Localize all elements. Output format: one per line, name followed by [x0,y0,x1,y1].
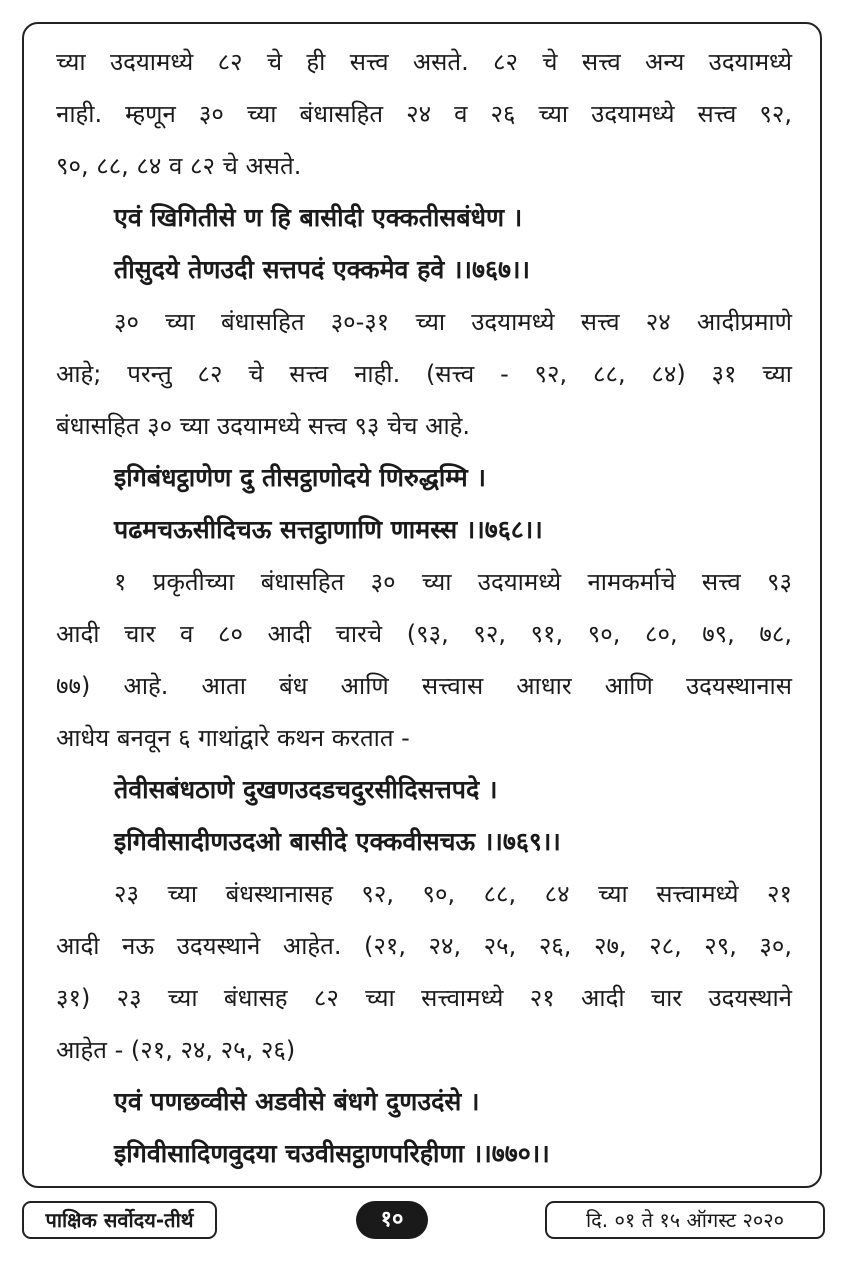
page-number: १० [356,1201,428,1239]
paragraph-line: ३१) २३ च्या बंधासह ८२ च्या सत्त्वामध्ये २१ आदी चार उदयस्थाने [56,984,792,1012]
paragraph-line: ७७) आहे. आता बंध आणि सत्त्वास आधार आणि उदयस्थानास [56,672,792,700]
verse-line: एवं पणछव्वीसे अडवीसे बंधगे दुणउदंसे । [114,1087,480,1116]
verse-line: इगिवीसादिणवुदया चउवीसट्ठाणपरिहीणा ।।७७०।। [114,1139,550,1168]
paragraph-line: १ प्रकृतीच्या बंधासहित ३० च्या उदयामध्ये नामकर्माचे सत्त्व ९३ [114,568,792,596]
verse-line: तीसुदये तेणउदी सत्तपदं एक्कमेव हवे ।।७६७।। [114,255,530,284]
paragraph-line: आहेत - (२१, २४, २५, २६) [56,1036,296,1064]
verse-line: इगिबंधट्ठाणेण दु तीसट्ठाणोदये णिरुद्धम्मि । [114,463,486,492]
paragraph-line: आदी चार व ८० आदी चारचे (९३, ९२, ९१, ९०, ८०, ७९, ७८, [56,620,792,648]
verse-line: पढमचऊसीदिचऊ सत्तट्ठाणाणि णामस्स ।।७६८।। [114,515,543,544]
verse-line: तेवीसबंधठाणे दुखणउदडचदुरसीदिसत्तपदे । [114,775,498,804]
publication-name: पाक्षिक सर्वोदय-तीर्थ [22,1201,217,1239]
paragraph-line: आदी नऊ उदयस्थाने आहेत. (२१, २४, २५, २६, २७, २८, २९, ३०, [56,932,792,960]
paragraph-line: आहे; परन्तु ८२ चे सत्त्व नाही. (सत्त्व - ९२, ८८, ८४) ३१ च्या [56,360,792,388]
paragraph-line: आधेय बनवून ६ गाथांद्वारे कथन करतात - [56,724,410,752]
page-body [56,36,792,1180]
footer [0,1201,850,1241]
paragraph-line: च्या उदयामध्ये ८२ चे ही सत्त्व असते. ८२ चे सत्त्व अन्य उदयामध्ये [56,48,792,76]
paragraph-line: ३० च्या बंधासहित ३०-३१ च्या उदयामध्ये सत्त्व २४ आदीप्रमाणे [114,308,792,336]
paragraph-line: बंधासहित ३० च्या उदयामध्ये सत्त्व ९३ चेच आहे. [56,412,471,440]
paragraph-line: नाही. म्हणून ३० च्या बंधासहित २४ व २६ च्या उदयामध्ये सत्त्व ९२, [56,100,792,128]
paragraph-line: ९०, ८८, ८४ व ८२ चे असते. [56,152,302,180]
verse-line: इगिवीसादीणउदओ बासीदे एक्कवीसचऊ ।।७६९।। [114,827,561,856]
verse-line: एवं खिगितीसे ण हि बासीदी एक्कतीसबंधेण । [114,203,523,232]
issue-date: दि. ०१ ते १५ ऑगस्ट २०२० [545,1201,825,1239]
paragraph-line: २३ च्या बंधस्थानासह ९२, ९०, ८८, ८४ च्या सत्त्वामध्ये २१ [114,880,792,908]
